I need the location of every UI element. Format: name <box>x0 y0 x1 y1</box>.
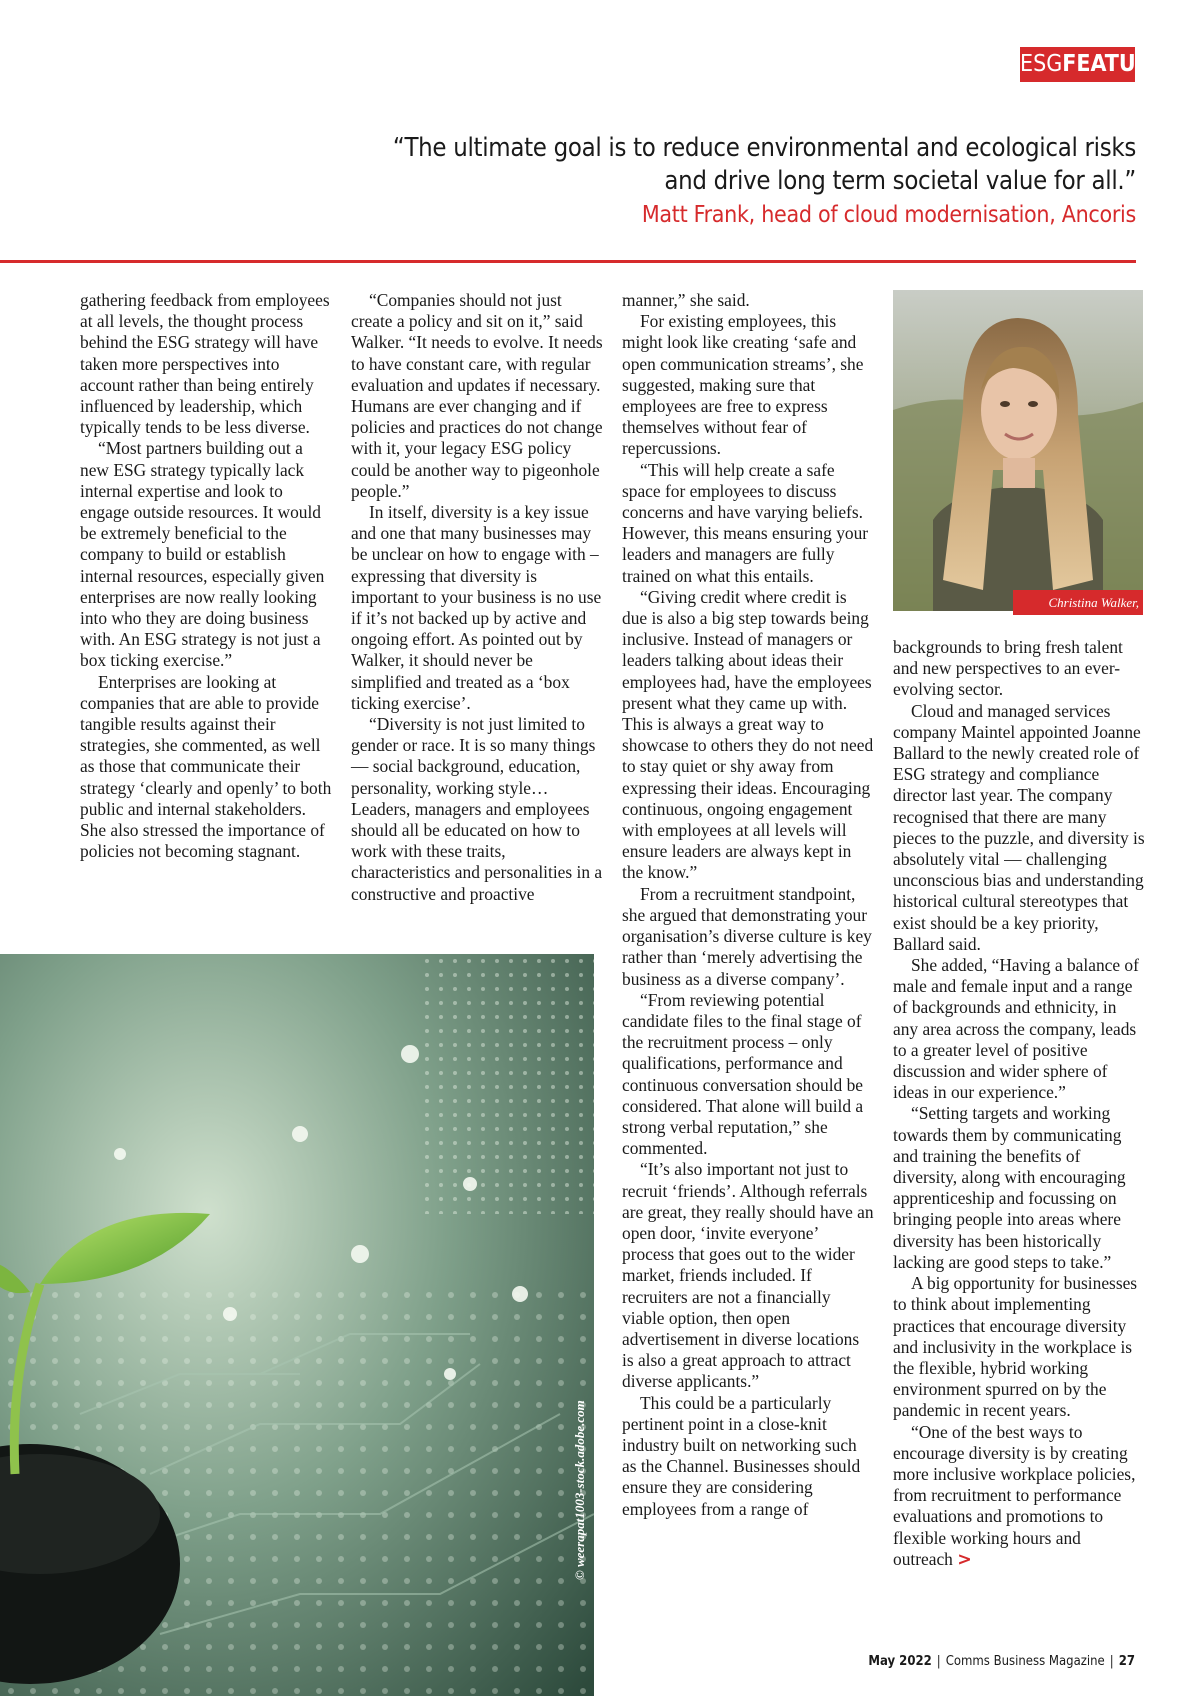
footer-date: May 2022 <box>868 1654 932 1669</box>
photo-caption: Christina Walker, Blancco <box>1013 590 1143 615</box>
paragraph <box>893 1422 1145 1571</box>
article-column-2 <box>351 290 603 905</box>
paragraph: “Setting targets and working towards them by communicating and training the benefits of diversity, along with encouraging apprenticeship and focussing on bringing people into areas where diversity has been historically lacking are good steps to take.” <box>893 1103 1126 1272</box>
article-column-4 <box>893 637 1145 1571</box>
section-tag-light: ESG <box>1020 51 1063 77</box>
paragraph: “From reviewing potential candidate files to the final stage of the recruitment process – only qualifications, performance and continuous conversation should be considered. That alone will build a strong verbal reputation,” she commented. <box>622 989 864 1159</box>
paragraph: This could be a particularly pertinent point in a close-knit industry built on networking such as the Channel. Businesses should ensure they are considering employees from a range of <box>622 1392 861 1519</box>
section-tag <box>1020 47 1166 82</box>
pull-quote: “The ultimate goal is to reduce environmental and ecological risks and drive long term societal value for all.” <box>392 133 1136 196</box>
paragraph: backgrounds to bring fresh talent and new perspectives to an ever-evolving sector. <box>893 637 1123 700</box>
page-number: 27 <box>1118 1654 1135 1669</box>
continue-arrow-icon: > <box>957 1549 972 1570</box>
article-column-3 <box>622 290 874 1520</box>
paragraph: “Diversity is not just limited to gender or race. It is so many things — social background, education, personality, working style… Leaders, managers and employees should all be educated on how to work with these traits, characteristics and personalities in a constructive and proactive <box>351 714 603 904</box>
paragraph-text: “One of the best ways to encourage diversity is by creating more inclusive workplace policies, from recruitment to performance evaluations and promotions to flexible working hours and outreach <box>893 1421 1136 1569</box>
paragraph: manner,” she said. <box>622 290 750 310</box>
pull-quote-attribution: Matt Frank, head of cloud modernisation, Ancoris <box>641 202 1136 228</box>
footer-separator: | <box>1109 1654 1114 1669</box>
article-column-1 <box>80 290 332 862</box>
paragraph: “This will help create a safe space for employees to discuss concerns and have varying beliefs. However, this means ensuring your leaders and managers are fully trained on what this entails. <box>622 459 869 586</box>
paragraph: She added, “Having a balance of male and female input and a range of backgrounds and ethnicity, in any area across the company, leads to a greater level of positive discussion and wider sphere of ideas in our experience.” <box>893 955 1139 1103</box>
sprout-illustration <box>0 954 594 1696</box>
paragraph: Enterprises are looking at companies that are able to provide tangible results against their strategies, she commented, as well as those that communicate their strategy ‘clearly and openly’ to both public and internal stakeholders. She also stressed the importance of policies not becoming stagnant. <box>80 671 332 862</box>
paragraph: “Companies should not just create a policy and sit on it,” said Walker. “It needs to evolve. It needs to have constant care, with regular evaluation and updates if necessary. Humans are ever changing and if policies and practices do not change with it, your legacy ESG policy could be another way to pigeonhole people.” <box>351 290 603 501</box>
paragraph: In itself, diversity is a key issue and one that many businesses may be unclear on how to engage with – expressing that diversity is important to your business is no use if it’s not backed up by active and ongoing effort. As pointed out by Walker, it should never be simplified and treated as a ‘box ticking exercise’. <box>351 502 602 713</box>
portrait-image <box>893 290 1143 611</box>
page-footer <box>868 1654 1135 1669</box>
image-credit: © weerapat1003-stock.adobe.com <box>572 1400 587 1580</box>
sprout-circuit-image <box>0 954 594 1696</box>
paragraph: For existing employees, this might look like creating ‘safe and open communication streams’, she suggested, making sure that employees are free to express themselves without fear of repercussions. <box>622 311 864 459</box>
paragraph: From a recruitment standpoint, she argued that demonstrating your organisation’s diverse culture is key rather than ‘merely advertising the business as a diverse company’. <box>622 883 872 989</box>
divider-rule <box>0 260 1136 263</box>
footer-magazine: Comms Business Magazine <box>945 1654 1105 1669</box>
portrait-photo <box>893 290 1143 611</box>
paragraph: “Most partners building out a new ESG strategy typically lack internal expertise and look to engage outside resources. It would be extremely beneficial to the company to build or establish internal resources, especially given enterprises are now really looking into who they are doing business with. An ESG strategy is not just a box ticking exercise.” <box>80 438 325 671</box>
paragraph: “Giving credit where credit is due is also a big step towards being inclusive. Instead of managers or leaders talking about ideas their employees had, have the employees present what they came up with. This is always a great way to showcase to others they do not need to stay quiet or shy away from expressing their ideas. Encouraging continuous, ongoing engagement with employees at all levels will ensure leaders are always kept in the know.” <box>622 586 874 883</box>
paragraph: gathering feedback from employees at all levels, the thought process behind the ESG strategy will have taken more perspectives into account rather than being entirely influenced by leadership, which typically tends to be less diverse. <box>80 290 330 438</box>
section-tag-bold: FEATURE <box>1062 51 1166 77</box>
paragraph: Cloud and managed services company Maintel appointed Joanne Ballard to the newly created role of ESG strategy and compliance director last year. The company recognised that there are many pieces to the puzzle, and diversity is absolutely vital — challenging unconscious bias and understanding historical cultural stereotypes that exist should be a key priority, Ballard said. <box>893 700 1145 954</box>
paragraph: “It’s also important not just to recruit ‘friends’. Although referrals are great, they really should have an open door, ‘invite everyone’ process that goes out to the wider market, friends included. If recruiters are not a financially viable option, then open advertisement in diverse locations is also a great approach to attract diverse applicants.” <box>622 1159 874 1392</box>
footer-separator: | <box>936 1654 941 1669</box>
paragraph: A big opportunity for businesses to think about implementing practices that encourage diversity and inclusivity in the workplace is the flexible, hybrid working environment spurred on by the pandemic in recent years. <box>893 1273 1138 1421</box>
